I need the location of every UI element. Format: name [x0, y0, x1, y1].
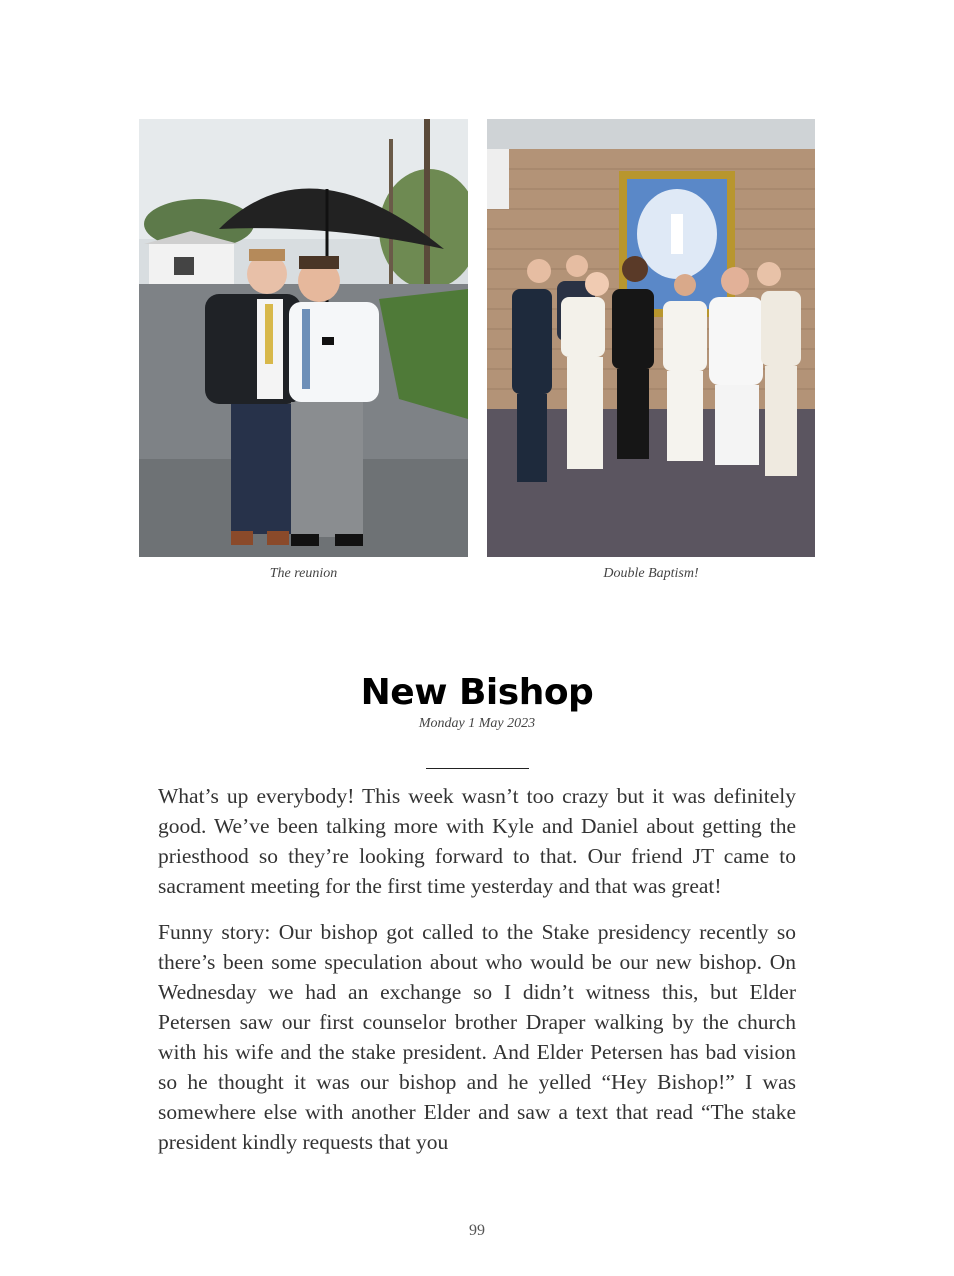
entry-title: New Bishop [360, 672, 594, 713]
photo-baptism-group [487, 119, 815, 557]
photo-baptism [487, 119, 815, 557]
body-paragraph: What’s up everybody! This week wasn’t too crazy but it was definitely good. We’ve been talking more with Kyle and Daniel about getting the priesthood so they’re looking forward to that. Our friend JT came to sacrament meeting for the first time yesterday and that was great! [158, 784, 796, 898]
entry-date: Monday 1 May 2023 [418, 716, 536, 731]
page-number: 99 [469, 1222, 485, 1239]
photo-caption: The reunion [269, 566, 338, 581]
photo-caption: Double Baptism! [603, 566, 699, 581]
photo-two-missionaries-umbrella [139, 119, 468, 557]
entry-body [158, 781, 796, 1173]
body-paragraph: Funny story: Our bishop got called to the Stake presidency recently so there’s been some speculation about who would be our new bishop. On Wednesday we had an exchange so I didn’t witness this, but Elder Petersen saw our first counselor brother Draper walking by the church with his wife and the stake president. And Elder Petersen has bad vision so he thought it was our bishop and he yelled “Hey Bishop!” I was somewhere else with another Elder and saw a text that read “The stake president kindly requests that you [158, 920, 796, 1154]
photo-reunion [139, 119, 468, 557]
title-divider [426, 768, 529, 769]
